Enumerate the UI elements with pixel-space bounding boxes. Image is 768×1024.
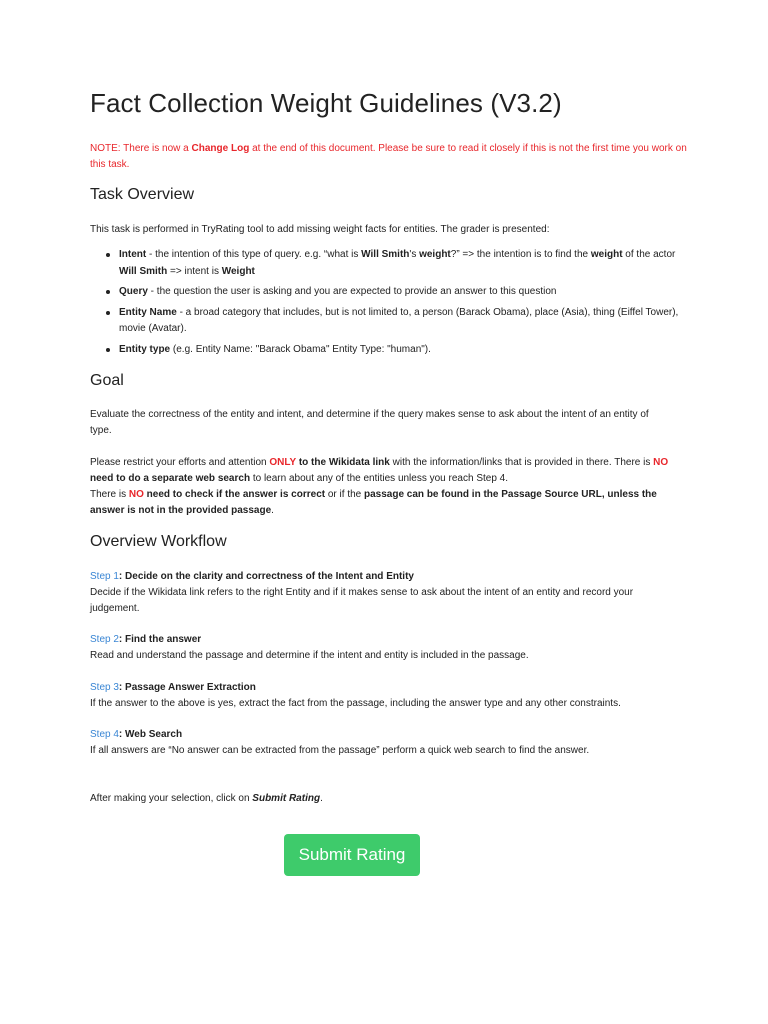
- step-3-label: Step 3: [90, 682, 119, 693]
- list-item-entity-name: Entity Name - a broad category that includes, but is not limited to, a person (Barack Obama), place (Asia), thing (Eiffel Tower), movie (Avatar).: [90, 305, 680, 338]
- list-item-entity-type: Entity type (e.g. Entity Name: "Barack Obama" Entity Type: "human").: [90, 342, 680, 359]
- step-1-label: Step 1: [90, 571, 119, 582]
- step-4-description: If all answers are “No answer can be extracted from the passage” perform a quick web search to find the answer.: [90, 745, 590, 756]
- change-log-emphasis: Change Log: [191, 143, 250, 154]
- step-1-description: Decide if the Wikidata link refers to the right Entity and if it makes sense to ask about the intent of an entity and record your judgement.: [90, 587, 634, 614]
- overview-workflow-heading: Overview Workflow: [90, 533, 227, 550]
- task-overview-intro: This task is performed in TryRating tool to add missing weight facts for entities. The grader is presented:: [90, 224, 550, 235]
- step-2-description: Read and understand the passage and determine if the intent and entity is included in the passage.: [90, 650, 529, 661]
- after-selection-instruction: After making your selection, click on Submit Rating.: [90, 793, 323, 804]
- change-log-note: NOTE: There is now a Change Log at the end of this document. Please be sure to read it closely if this is not the first time you work on this task.: [90, 143, 687, 170]
- list-item-intent: Intent - the intention of this type of query. e.g. “what is Will Smith's weight?” => the intention is to find the weight of the actor Will Smith => intent is Weight: [90, 247, 680, 280]
- step-3-description: If the answer to the above is yes, extract the fact from the passage, including the answer type and any other constraints.: [90, 698, 621, 709]
- submit-rating-button[interactable]: Submit Rating: [284, 834, 420, 876]
- step-4: [90, 727, 670, 759]
- page-title: Fact Collection Weight Guidelines (V3.2): [90, 88, 562, 118]
- step-3-title: : Passage Answer Extraction: [118, 682, 256, 693]
- step-4-label: Step 4: [90, 729, 119, 740]
- list-item-query: Query - the question the user is asking and you are expected to provide an answer to this question: [90, 284, 680, 301]
- goal-paragraph: Evaluate the correctness of the entity and intent, and determine if the query makes sense to ask about the intent of an entity of type.: [90, 409, 649, 436]
- step-3: [90, 680, 670, 712]
- step-2-label: Step 2: [90, 634, 119, 645]
- goal-restrictions: Please restrict your efforts and attention ONLY to the Wikidata link with the information/links that is provided in there. There is NO need to do a separate web search to learn about any of the entities unless you reach Step 4. There is NO need to check if the answer is correct or if the passage can be found in the Passage Source URL, unless the answer is not in the provided passage.: [90, 457, 669, 516]
- step-1: [90, 569, 670, 617]
- step-1-title: : Decide on the clarity and correctness of the Intent and Entity: [118, 571, 414, 582]
- step-2: [90, 632, 670, 664]
- goal-heading: Goal: [90, 372, 124, 389]
- submit-rating-reference: Submit Rating: [252, 793, 321, 804]
- step-4-title: : Web Search: [118, 729, 183, 740]
- step-2-title: : Find the answer: [118, 634, 202, 645]
- task-overview-list: [90, 247, 680, 362]
- task-overview-heading: Task Overview: [90, 186, 195, 203]
